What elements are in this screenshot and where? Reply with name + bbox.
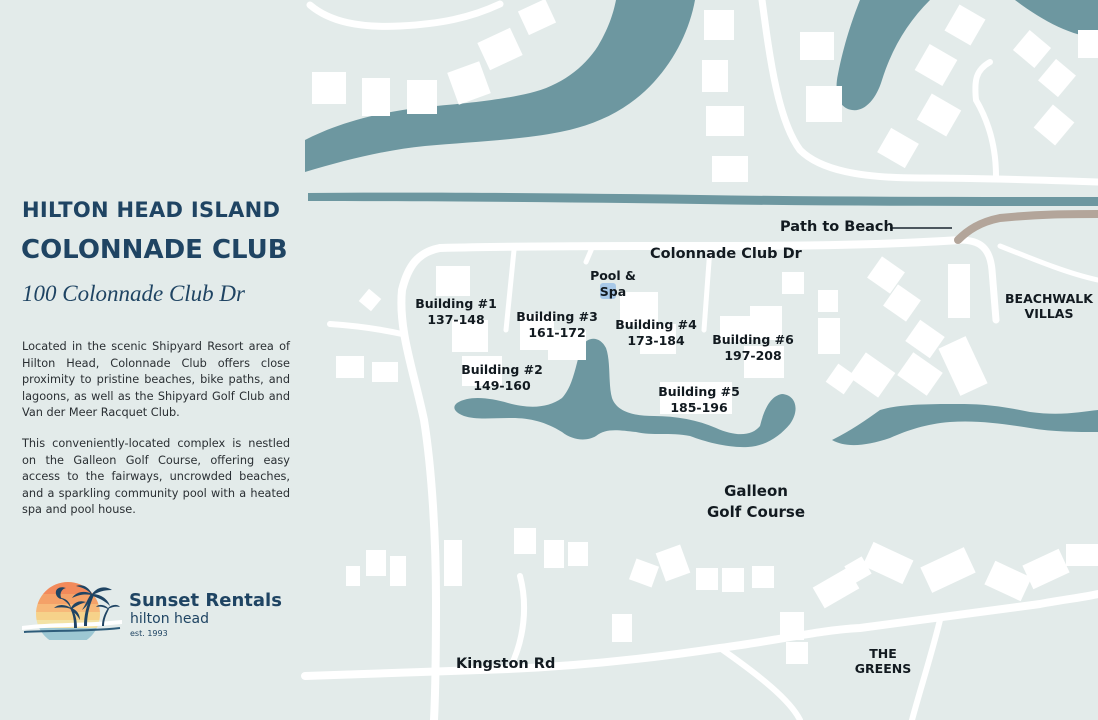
building-shape: [612, 614, 632, 642]
label-building-5: Building #5 185-196: [658, 384, 740, 415]
building-shape: [1066, 544, 1098, 566]
building-shape: [780, 612, 804, 640]
building-shape: [722, 568, 744, 592]
building-shape: [544, 540, 564, 568]
building-shape: [818, 318, 840, 354]
label-building-4: Building #4 173-184: [615, 317, 697, 348]
label-kingston-rd: Kingston Rd: [456, 656, 556, 672]
label-path-to-beach: Path to Beach: [780, 219, 894, 235]
brand-established: est. 1993: [130, 629, 168, 638]
title-hilton-head-island: HILTON HEAD ISLAND: [22, 198, 281, 222]
building-shape: [800, 32, 834, 60]
label-building-3: Building #3 161-172: [516, 309, 598, 340]
label-colonnade-club-dr: Colonnade Club Dr: [650, 246, 802, 262]
building-shape: [704, 10, 734, 40]
description-paragraph-1: Located in the scenic Shipyard Resort area of Hilton Head, Colonnade Club offers close proximity to pristine beaches, bike paths, and lagoons, as well as the Shipyard Golf Club and Van der Meer Racquet Club.: [22, 340, 290, 419]
building-shape: [786, 642, 808, 664]
label-beachwalk-villas: BEACHWALK VILLAS: [1005, 291, 1093, 321]
label-galleon-golf-course: Galleon Golf Course: [707, 482, 805, 521]
building-shape: [514, 528, 536, 554]
brand-subtitle: hilton head: [130, 611, 209, 627]
building-shape: [752, 566, 774, 588]
label-building-6: Building #6 197-208: [712, 332, 794, 363]
description-paragraph-2: This conveniently-located complex is nestled on the Galleon Golf Course, offering easy access to the fairways, uncrowded beaches, and a sparkling community pool with a heated spa and pool house.: [22, 437, 290, 516]
building-shape: [312, 72, 346, 104]
building-shape: [806, 86, 842, 122]
building-shape: [362, 78, 390, 116]
building-shape: [336, 356, 364, 378]
sunset-rentals-logo-icon: [22, 580, 122, 640]
label-building-1: Building #1 137-148: [415, 296, 497, 327]
building-shape: [444, 566, 462, 586]
building-shape: [712, 156, 748, 182]
title-colonnade-club: COLONNADE CLUB: [21, 235, 288, 265]
label-building-2: Building #2 149-160: [461, 362, 543, 393]
building-shape: [1078, 30, 1098, 58]
label-the-greens: THE GREENS: [854, 646, 912, 676]
building-shape: [706, 106, 744, 136]
building-shape: [390, 556, 406, 586]
address-text: 100 Colonnade Club Dr: [22, 281, 245, 306]
building-shape: [568, 542, 588, 566]
building-shape: [818, 290, 838, 312]
building-shape: [696, 568, 718, 590]
building-shape: [372, 362, 398, 382]
label-pool-spa: Pool & Spa: [590, 268, 636, 299]
building-shape: [366, 550, 386, 576]
building-shape: [444, 540, 462, 568]
building-shape: [782, 272, 804, 294]
building-shape: [948, 264, 970, 318]
brand-name: Sunset Rentals: [129, 590, 282, 611]
building-shape: [346, 566, 360, 586]
building-shape: [407, 80, 437, 114]
building-shape: [702, 60, 728, 92]
building-shape: [436, 266, 470, 296]
